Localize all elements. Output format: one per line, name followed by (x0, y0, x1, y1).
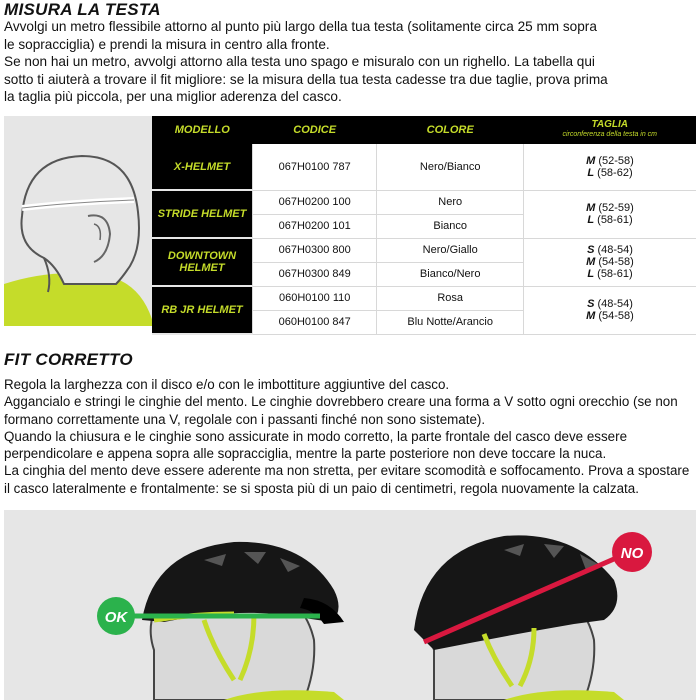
fit-line: Quando la chiusura e le cinghie sono assicurate in modo corretto, la parte frontale del casco deve essere (4, 428, 628, 444)
code-cell: 067H0100 787 (253, 144, 377, 190)
fit-line: Regola la larghezza con il disco e/o con le imbottiture aggiuntive del casco. (4, 377, 450, 392)
model-name: DOWNTOWN HELMET (152, 238, 253, 286)
model-name: RB JR HELMET (152, 286, 253, 334)
size-table (152, 116, 696, 335)
model-name: STRIDE HELMET (152, 190, 253, 238)
size-cell (524, 190, 697, 238)
fit-line: perpendicolare e appena sopra alle sopracciglia, mentre la parte posteriore non deve toccare la nuca. (4, 446, 607, 462)
color-cell: Nero/Bianco (377, 144, 524, 190)
code-cell: 060H0100 847 (253, 310, 377, 334)
size-letter: M (586, 310, 596, 322)
helmet-comparison-icon (4, 510, 696, 700)
measure-line: Se non hai un metro, avvolgi attorno alla testa uno spago e misuralo con un righello. La tabella qui (4, 54, 595, 69)
size-letter: S (587, 244, 595, 256)
size-range: (58-62) (597, 166, 633, 179)
size-cell (524, 144, 697, 190)
size-letter: M (586, 154, 596, 167)
fit-line: Aggancialo e stringi le cinghie del mento. Le cinghie dovrebbero creare una forma a V sotto ogni orecchio (se non (4, 394, 678, 410)
measure-paragraph (4, 18, 696, 106)
size-letter: L (587, 214, 595, 226)
size-letter: L (587, 166, 595, 179)
header-size (524, 116, 697, 144)
size-range: (58-61) (597, 214, 633, 226)
code-cell: 067H0200 101 (253, 214, 377, 238)
measure-line: le sopracciglia) e prendi la misura in centro alla fronte. (4, 36, 330, 52)
code-cell: 067H0300 849 (253, 262, 377, 286)
size-range: (52-59) (598, 202, 634, 214)
incorrect-fit-helmet-icon (414, 532, 652, 700)
size-letter: L (587, 268, 595, 280)
code-cell: 067H0300 800 (253, 238, 377, 262)
color-cell: Rosa (377, 286, 524, 310)
helmet-fit-illustration (4, 510, 696, 700)
color-cell: Blu Notte/Arancio (377, 310, 524, 334)
header-size-sub: circonferenza della testa in cm (562, 131, 658, 138)
size-range: (58-61) (597, 268, 633, 280)
measure-line: la taglia più piccola, per una miglior aderenza del casco. (4, 89, 342, 104)
color-cell: Bianco (377, 214, 524, 238)
table-row (152, 144, 696, 190)
size-range: (52-58) (598, 154, 634, 167)
size-cell (524, 286, 697, 334)
measure-title: MISURA LA TESTA (4, 0, 161, 19)
size-range: (48-54) (597, 298, 633, 310)
measure-line: Avvolgi un metro flessibile attorno al punto più largo della tua testa (solitamente circa 25 mm sopra (4, 19, 597, 34)
model-name: X-HELMET (152, 144, 253, 190)
fit-title: FIT CORRETTO (4, 350, 133, 369)
code-cell: 067H0200 100 (253, 190, 377, 214)
size-letter: M (586, 202, 596, 214)
table-row (152, 190, 696, 214)
color-cell: Bianco/Nero (377, 262, 524, 286)
fit-line: il casco lateralmente e frontalmente: se si sposta più di un paio di centimetri, regola nuovamente la calzata. (4, 480, 639, 496)
measure-line: sotto ti aiuterà a trovare il fit migliore: se la misura della tua testa cadesse tra due taglie, prova prima (4, 71, 608, 87)
code-cell: 060H0100 110 (253, 286, 377, 310)
header-color: COLORE (377, 116, 524, 144)
fit-line: formano correttamente una V, regolale con i passanti finché non sono sistemate). (4, 411, 486, 427)
size-letter: M (586, 256, 596, 268)
no-badge: NO (620, 545, 644, 562)
ok-badge: OK (104, 609, 128, 626)
head-profile-icon (4, 116, 154, 326)
size-letter: S (587, 298, 595, 310)
fit-paragraph (4, 376, 696, 497)
color-cell: Nero (377, 190, 524, 214)
table-row (152, 238, 696, 262)
table-row (152, 286, 696, 310)
header-model: MODELLO (152, 116, 253, 144)
header-code: CODICE (253, 116, 377, 144)
size-range: (48-54) (597, 244, 633, 256)
correct-fit-helmet-icon (97, 542, 344, 700)
header-size-label: TAGLIA (591, 119, 628, 130)
color-cell: Nero/Giallo (377, 238, 524, 262)
table-header-row (152, 116, 696, 144)
size-cell (524, 238, 697, 286)
fit-line: La cinghia del mento deve essere aderente ma non stretta, per evitare scomodità e soffocamento. Prova a spostare (4, 463, 690, 479)
size-range: (54-58) (598, 256, 634, 268)
size-range: (54-58) (598, 310, 634, 322)
